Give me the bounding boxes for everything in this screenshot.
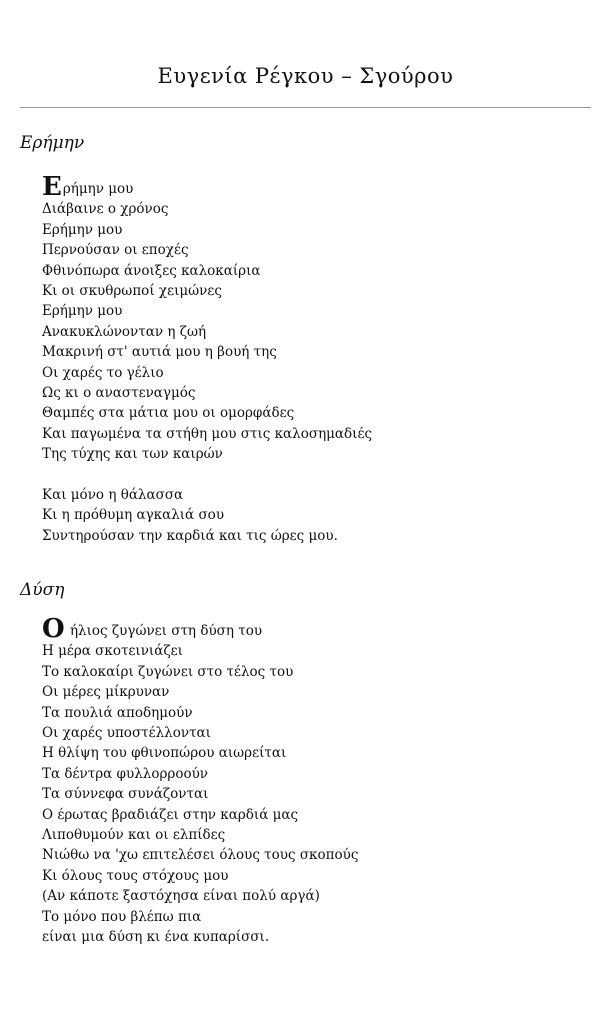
poem-line: Ανακυκλώνονταν η ζωή [42, 323, 207, 340]
poem-line: Της τύχης και των καιρών [42, 446, 223, 463]
poem-line: Το καλοκαίρι ζυγώνει στο τέλος του [42, 663, 294, 680]
poem-line: είναι μια δύση κι ένα κυπαρίσσι. [42, 929, 270, 946]
first-line-rest: ρήμην μου [62, 181, 134, 197]
poem-line: Τα πουλιά αποδημούν [42, 704, 193, 721]
poem-title-dysi: Δύση [20, 580, 65, 600]
poem-line: Λιποθυμούν και οι ελπίδες [42, 827, 226, 844]
poem-line: Οι μέρες μίκρυναν [42, 684, 170, 701]
poem-title-erimin: Ερήμην [20, 133, 85, 153]
poem-line: Περνούσαν οι εποχές [42, 242, 189, 259]
poem-line: Το μόνο που βλέπω πια [42, 908, 202, 925]
poem-line [42, 614, 358, 644]
poem-line: Μακρινή στ' αυτιά μου η βουή της [42, 344, 277, 361]
drop-cap: Ο [42, 614, 65, 644]
poem-line: Κι όλους τους στόχους μου [42, 867, 229, 884]
poem-line: Η θλίψη του φθινοπώρου αιωρείται [42, 745, 287, 762]
poem-line: Και μόνο η θάλασσα [42, 487, 184, 504]
header-divider [20, 107, 591, 108]
poem-line [42, 172, 372, 202]
poem-line: Οι χαρές το γέλιο [42, 364, 164, 381]
poem-line: Φθινόπωρα άνοιξες καλοκαίρια [42, 262, 261, 279]
poem-body-erimin [42, 172, 373, 546]
poem-line: Η μέρα σκοτεινιάζει [42, 643, 183, 660]
poem-line: Τα δέντρα φυλλορροούν [42, 765, 208, 782]
stanza-break [42, 465, 372, 485]
poem-line: (Αν κάποτε ξαστόχησα είναι πολύ αργά) [42, 888, 320, 905]
drop-cap: Ε [42, 172, 62, 202]
poem-line: Θαμπές στα μάτια μου οι ομορφάδες [42, 405, 295, 422]
first-line-rest: ήλιος ζυγώνει στη δύση του [65, 623, 263, 639]
poem-body-dysi [42, 614, 359, 948]
poem-line: Συντηρούσαν την καρδιά και τις ώρες μου. [42, 527, 338, 544]
poem-line: Νιώθω να 'χω επιτελέσει όλους τους σκοπούς [42, 847, 359, 864]
poem-line: Ερήμην μου [42, 303, 123, 320]
poem-line: Τα σύννεφα συνάζονται [42, 786, 209, 803]
poem-line: Διάβαινε ο χρόνος [42, 201, 169, 218]
poem-line: Οι χαρές υποστέλλονται [42, 725, 211, 742]
page-header: Ευγενία Ρέγκου – Σγούρου [157, 64, 454, 88]
poem-line: Ερήμην μου [42, 221, 123, 238]
poem-line: Κι η πρόθυμη αγκαλιά σου [42, 507, 225, 524]
poem-line: Και παγωμένα τα στήθη μου στις καλοσημαδιές [42, 425, 373, 442]
poem-line: Κι οι σκυθρωποί χειμώνες [42, 283, 222, 300]
poem-line: Ως κι ο αναστεναγμός [42, 385, 196, 402]
poem-line: Ο έρωτας βραδιάζει στην καρδιά μας [42, 806, 299, 823]
